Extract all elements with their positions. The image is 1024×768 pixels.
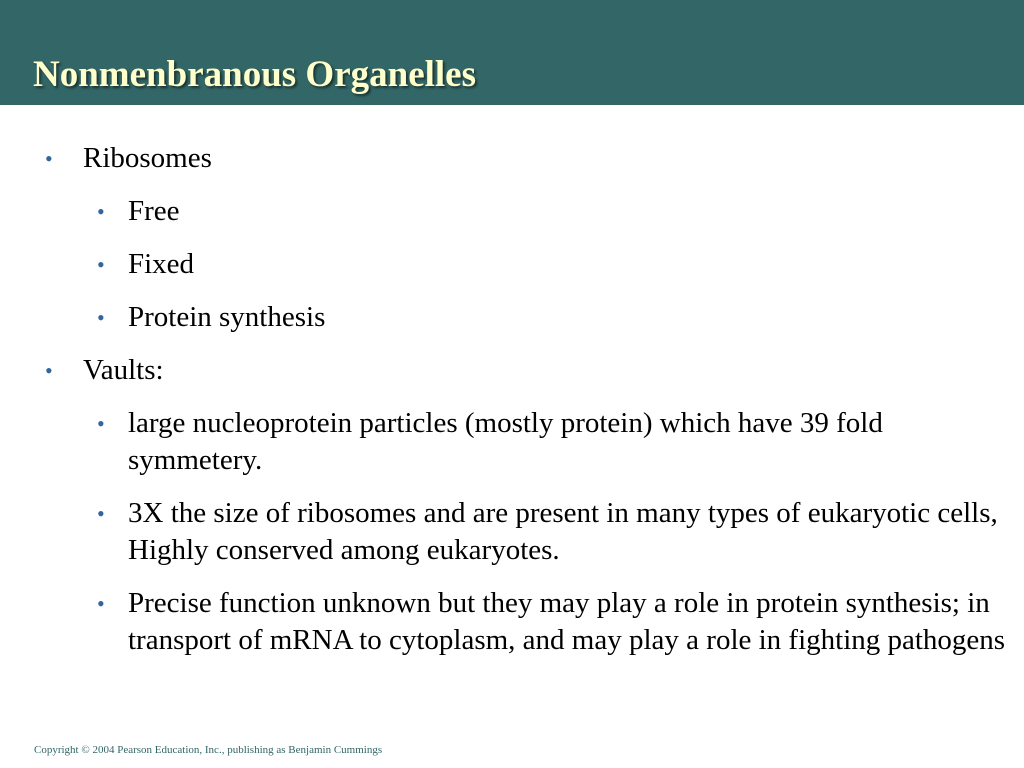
bullet-text: Ribosomes <box>83 142 212 174</box>
bullet-text: Vaults: <box>83 354 164 386</box>
bullet-icon: • <box>45 358 53 383</box>
slide-title: Nonmenbranous Organelles <box>33 54 477 95</box>
bullet-text: Fixed <box>128 248 195 280</box>
bullet-item <box>45 352 983 389</box>
bullet-text: Protein synthesis <box>128 301 326 333</box>
sub-bullet-item <box>97 405 1012 479</box>
sub-bullet-item <box>97 299 1012 336</box>
title-bar <box>0 0 1024 105</box>
copyright-footer: Copyright © 2004 Pearson Education, Inc., publishing as Benjamin Cummings <box>34 744 383 756</box>
sub-bullet-item <box>97 495 1012 569</box>
bullet-text: Precise function unknown but they may play a role in protein synthesis; in transport of mRNA to cytoplasm, and may play a role in fighting pathogens <box>128 587 1006 656</box>
bullet-icon: • <box>45 146 53 171</box>
sub-bullet-item <box>97 585 1012 659</box>
bullet-icon: • <box>97 199 105 224</box>
bullet-icon: • <box>97 252 105 277</box>
bullet-item <box>45 140 983 177</box>
bullet-list <box>0 140 1024 675</box>
bullet-icon: • <box>97 305 105 330</box>
sub-bullet-item <box>97 246 1012 283</box>
bullet-icon: • <box>97 591 105 616</box>
bullet-text: 3X the size of ribosomes and are present in many types of eukaryotic cells, Highly conserved among eukaryotes. <box>128 497 998 566</box>
bullet-text: large nucleoprotein particles (mostly protein) which have 39 fold symmetery. <box>128 407 883 476</box>
sub-bullet-item <box>97 193 1012 230</box>
bullet-icon: • <box>97 501 105 526</box>
bullet-text: Free <box>128 195 180 227</box>
bullet-icon: • <box>97 411 105 436</box>
